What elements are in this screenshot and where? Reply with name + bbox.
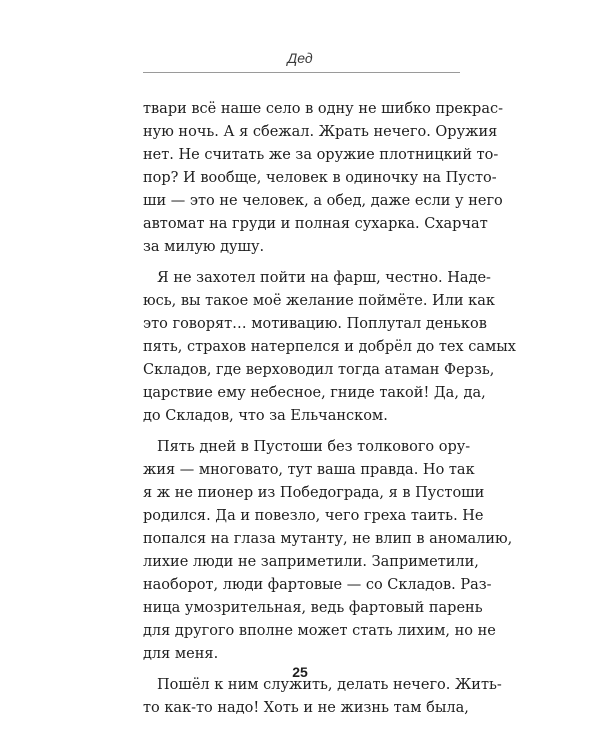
text-line: для меня. xyxy=(143,646,219,662)
text-line: нет. Не считать же за оружие плотницкий то- xyxy=(143,147,499,163)
text-line: до Складов, что за Ельчанском. xyxy=(143,408,388,424)
paragraph xyxy=(143,674,502,720)
text-line: юсь, вы такое моё желание поймёте. Или как xyxy=(143,293,495,309)
text-line: царствие ему небесное, гниде такой! Да, да, xyxy=(143,385,486,401)
body-text xyxy=(143,98,516,728)
text-line: ную ночь. А я сбежал. Жрать нечего. Оружия xyxy=(143,124,498,140)
text-line: это говорят… мотивацию. Поплутал деньков xyxy=(143,316,487,332)
text-line: пять, страхов натерпелся и добрёл до тех самых xyxy=(143,339,516,355)
text-line: твари всё наше село в одну не шибко прекрас- xyxy=(143,101,503,117)
text-line: за милую душу. xyxy=(143,239,265,255)
text-line: Складов, где верховодил тогда атаман Ферзь, xyxy=(143,362,495,378)
text-line: Пять дней в Пустоши без толкового ору- xyxy=(157,439,471,455)
text-line: жия — многовато, тут ваша правда. Но так xyxy=(143,462,475,478)
text-line: лихие люди не заприметили. Заприметили, xyxy=(143,554,479,570)
running-head: Дед xyxy=(287,50,313,66)
paragraph xyxy=(143,98,503,259)
text-line: ница умозрительная, ведь фартовый парень xyxy=(143,600,483,616)
header-rule xyxy=(143,72,460,73)
text-line: автомат на груди и полная сухарка. Схарчат xyxy=(143,216,488,232)
text-line: пор? И вообще, человек в одиночку на Пусто- xyxy=(143,170,497,186)
text-line: ши — это не человек, а обед, даже если у него xyxy=(143,193,503,209)
paragraph xyxy=(143,436,513,666)
text-line: наоборот, люди фартовые — со Складов. Раз- xyxy=(143,577,492,593)
text-line: родился. Да и повезло, чего греха таить. Не xyxy=(143,508,484,524)
text-line: для другого вполне может стать лихим, но не xyxy=(143,623,496,639)
page-number: 25 xyxy=(292,664,308,680)
text-line: то как-то надо! Хоть и не жизнь там была, xyxy=(143,700,469,716)
paragraph xyxy=(143,267,516,428)
text-line: Я не захотел пойти на фарш, честно. Наде- xyxy=(157,270,491,286)
text-line: попался на глаза мутанту, не влип в аномалию, xyxy=(143,531,513,547)
text-line: Пошёл к ним служить, делать нечего. Жить- xyxy=(157,677,502,693)
text-line: я ж не пионер из Победограда, я в Пустоши xyxy=(143,485,485,501)
